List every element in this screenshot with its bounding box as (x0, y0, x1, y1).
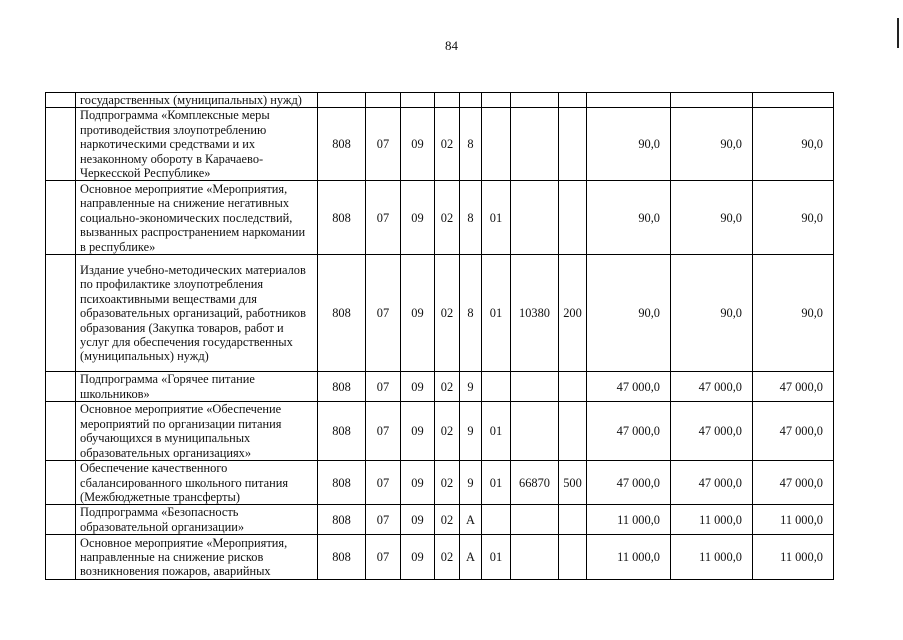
program-code: 02 (435, 255, 460, 372)
expense-type-code: 500 (559, 461, 587, 505)
row-index-cell (46, 461, 76, 505)
amount-1: 47 000,0 (587, 402, 671, 461)
activity-code: 01 (482, 461, 511, 505)
program-code: 02 (435, 461, 460, 505)
subsection-code: 09 (401, 181, 435, 255)
subprogram-code: 8 (460, 181, 482, 255)
table-row (46, 402, 834, 461)
ministry-code: 808 (318, 108, 366, 181)
subsection-code: 09 (401, 372, 435, 402)
ministry-code: 808 (318, 505, 366, 535)
direction-code (511, 505, 559, 535)
section-code: 07 (366, 108, 401, 181)
subsection-code (401, 93, 435, 108)
expense-type-code (559, 505, 587, 535)
direction-code (511, 402, 559, 461)
program-code: 02 (435, 108, 460, 181)
table-row (46, 255, 834, 372)
table-row (46, 93, 834, 108)
activity-code: 01 (482, 535, 511, 580)
page-number: 84 (445, 38, 458, 53)
amount-3 (753, 93, 834, 108)
amount-1: 47 000,0 (587, 461, 671, 505)
subsection-code: 09 (401, 505, 435, 535)
amount-3: 11 000,0 (753, 505, 834, 535)
item-name: Основное мероприятие «Обеспечение мероприятий по организации питания обучающихся в муниципальных образовательных организациях» (76, 402, 318, 461)
ministry-code: 808 (318, 372, 366, 402)
direction-code: 66870 (511, 461, 559, 505)
direction-code (511, 93, 559, 108)
program-code: 02 (435, 372, 460, 402)
item-name: Основное мероприятие «Мероприятия, направленные на снижение рисков возникновения пожаров, аварийных (76, 535, 318, 580)
amount-3: 11 000,0 (753, 535, 834, 580)
item-name: Подпрограмма «Безопасность образовательной организации» (76, 505, 318, 535)
section-code: 07 (366, 181, 401, 255)
row-index-cell (46, 108, 76, 181)
expense-type-code (559, 372, 587, 402)
row-index-cell (46, 255, 76, 372)
amount-2: 47 000,0 (671, 461, 753, 505)
subprogram-code: 9 (460, 372, 482, 402)
activity-code: 01 (482, 402, 511, 461)
amount-2 (671, 93, 753, 108)
section-code: 07 (366, 372, 401, 402)
activity-code: 01 (482, 181, 511, 255)
ministry-code (318, 93, 366, 108)
amount-2: 90,0 (671, 255, 753, 372)
section-code: 07 (366, 535, 401, 580)
amount-2: 47 000,0 (671, 402, 753, 461)
amount-1: 90,0 (587, 255, 671, 372)
row-index-cell (46, 181, 76, 255)
row-index-cell (46, 93, 76, 108)
item-name: Подпрограмма «Горячее питание школьников» (76, 372, 318, 402)
amount-3: 47 000,0 (753, 372, 834, 402)
section-code: 07 (366, 461, 401, 505)
subprogram-code: 9 (460, 402, 482, 461)
section-code: 07 (366, 505, 401, 535)
subprogram-code (460, 93, 482, 108)
amount-2: 90,0 (671, 181, 753, 255)
program-code: 02 (435, 505, 460, 535)
row-index-cell (46, 535, 76, 580)
table-row (46, 372, 834, 402)
amount-1: 11 000,0 (587, 535, 671, 580)
table-row (46, 505, 834, 535)
amount-1: 11 000,0 (587, 505, 671, 535)
expense-type-code (559, 181, 587, 255)
program-code: 02 (435, 402, 460, 461)
ministry-code: 808 (318, 535, 366, 580)
row-index-cell (46, 372, 76, 402)
amount-1 (587, 93, 671, 108)
amount-1: 90,0 (587, 108, 671, 181)
subsection-code: 09 (401, 461, 435, 505)
table-row (46, 535, 834, 580)
subsection-code: 09 (401, 535, 435, 580)
direction-code: 10380 (511, 255, 559, 372)
item-name: Издание учебно-методических материалов по профилактике злоупотребления психоактивными веществами для образовательных организаций, работников образования (Закупка товаров, работ и услуг для обеспечения государственных (муниципальных) нужд) (76, 255, 318, 372)
amount-2: 11 000,0 (671, 535, 753, 580)
amount-2: 11 000,0 (671, 505, 753, 535)
direction-code (511, 181, 559, 255)
table-row (46, 181, 834, 255)
activity-code (482, 108, 511, 181)
program-code: 02 (435, 181, 460, 255)
section-code (366, 93, 401, 108)
table-row (46, 461, 834, 505)
subsection-code: 09 (401, 108, 435, 181)
row-index-cell (46, 505, 76, 535)
direction-code (511, 372, 559, 402)
amount-1: 90,0 (587, 181, 671, 255)
budget-table (45, 92, 834, 580)
ministry-code: 808 (318, 181, 366, 255)
expense-type-code (559, 93, 587, 108)
item-name: государственных (муниципальных) нужд) (76, 93, 318, 108)
direction-code (511, 108, 559, 181)
subprogram-code: А (460, 535, 482, 580)
item-name: Обеспечение качественного сбалансированного школьного питания (Межбюджетные трансферты) (76, 461, 318, 505)
amount-3: 90,0 (753, 108, 834, 181)
expense-type-code (559, 535, 587, 580)
program-code: 02 (435, 535, 460, 580)
section-code: 07 (366, 255, 401, 372)
subsection-code: 09 (401, 255, 435, 372)
row-index-cell (46, 402, 76, 461)
subprogram-code: 8 (460, 108, 482, 181)
scan-edge-mark (897, 18, 899, 48)
ministry-code: 808 (318, 461, 366, 505)
direction-code (511, 535, 559, 580)
amount-2: 90,0 (671, 108, 753, 181)
amount-3: 47 000,0 (753, 402, 834, 461)
subprogram-code: 9 (460, 461, 482, 505)
activity-code (482, 372, 511, 402)
expense-type-code: 200 (559, 255, 587, 372)
table-row (46, 108, 834, 181)
expense-type-code (559, 108, 587, 181)
amount-2: 47 000,0 (671, 372, 753, 402)
activity-code: 01 (482, 255, 511, 372)
activity-code (482, 505, 511, 535)
expense-type-code (559, 402, 587, 461)
ministry-code: 808 (318, 402, 366, 461)
subprogram-code: 8 (460, 255, 482, 372)
amount-1: 47 000,0 (587, 372, 671, 402)
amount-3: 47 000,0 (753, 461, 834, 505)
section-code: 07 (366, 402, 401, 461)
program-code (435, 93, 460, 108)
subsection-code: 09 (401, 402, 435, 461)
item-name: Подпрограмма «Комплексные меры противодействия злоупотреблению наркотическими средствами и их незаконному обороту в Карачаево-Черкесской Республике» (76, 108, 318, 181)
amount-3: 90,0 (753, 181, 834, 255)
item-name: Основное мероприятие «Мероприятия, направленные на снижение негативных социально-экономических последствий, вызванных распространением наркомании в республике» (76, 181, 318, 255)
activity-code (482, 93, 511, 108)
subprogram-code: А (460, 505, 482, 535)
ministry-code: 808 (318, 255, 366, 372)
amount-3: 90,0 (753, 255, 834, 372)
